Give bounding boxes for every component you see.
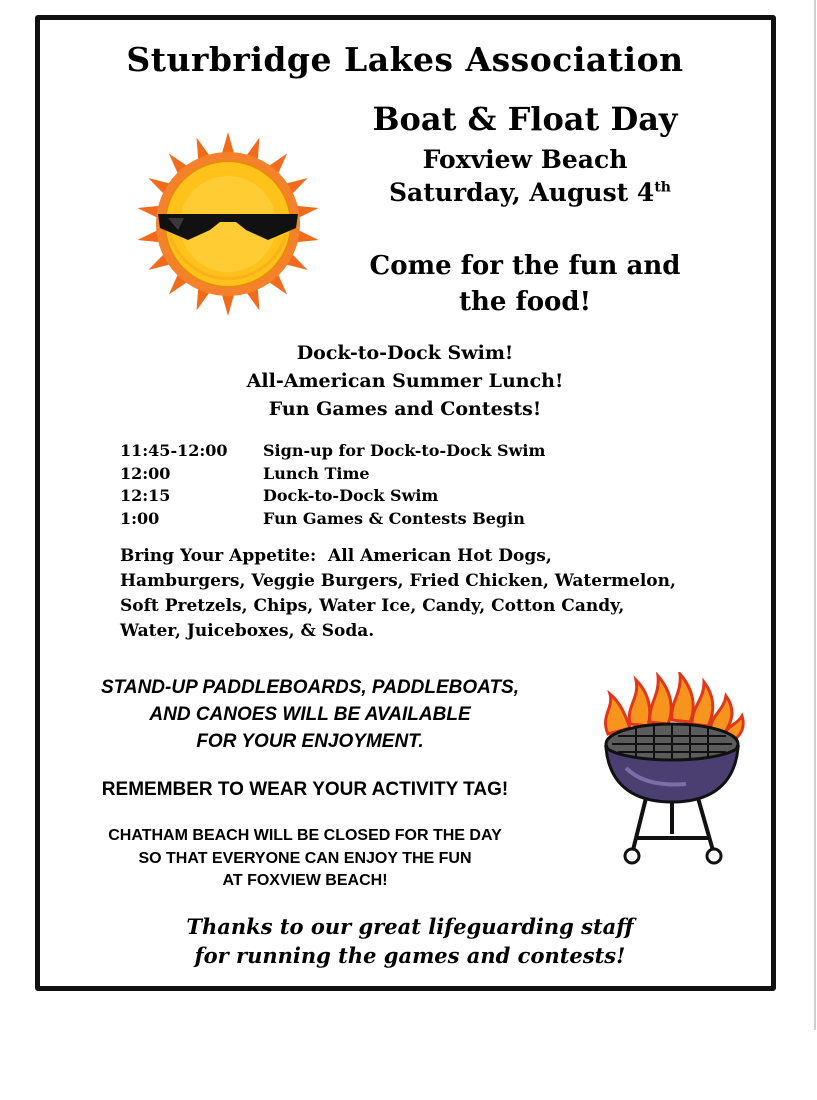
schedule-table xyxy=(120,440,545,530)
highlight-item: All-American Summer Lunch! xyxy=(246,370,564,392)
schedule-row xyxy=(120,508,545,531)
rentals-line: STAND-UP PADDLEBOARDS, PADDLEBOATS, xyxy=(101,677,519,698)
closure-line: SO THAT EVERYONE CAN ENJOY THE FUN xyxy=(138,849,472,867)
schedule-time: 12:00 xyxy=(120,463,171,483)
event-location: Foxview Beach xyxy=(422,145,628,174)
highlight-item: Dock-to-Dock Swim! xyxy=(296,342,514,364)
rentals-notice xyxy=(40,674,580,755)
event-date xyxy=(340,178,720,207)
rentals-line: FOR YOUR ENJOYMENT. xyxy=(196,731,424,752)
schedule-time: 12:15 xyxy=(120,486,171,505)
menu-line: Soft Pretzels, Chips, Water Ice, Candy, Cotton Candy, xyxy=(120,596,625,616)
schedule-row xyxy=(120,440,545,463)
flaming-grill-icon xyxy=(596,672,756,872)
event-date-suffix: th xyxy=(654,179,671,196)
org-title: Sturbridge Lakes Association xyxy=(126,40,684,79)
schedule-event: Sign-up for Dock-to-Dock Swim xyxy=(263,441,546,460)
schedule-row xyxy=(120,463,545,486)
schedule-time: 1:00 xyxy=(120,508,160,528)
sun-with-sunglasses-icon xyxy=(128,132,333,317)
event-title: Boat & Float Day xyxy=(372,100,678,138)
menu-line: Hamburgers, Veggie Burgers, Fried Chicken, Watermelon, xyxy=(120,571,676,591)
beach-closure-notice xyxy=(40,825,570,893)
highlight-item: Fun Games and Contests! xyxy=(268,398,542,420)
tagline-line: the food! xyxy=(459,287,591,317)
event-date-text: Saturday, August 4 xyxy=(389,178,655,207)
schedule-event: Fun Games & Contests Begin xyxy=(263,508,525,528)
page-edge xyxy=(814,0,816,1030)
thanks-line: Thanks to our great lifeguarding staff xyxy=(186,914,634,939)
schedule-time: 11:45-12:00 xyxy=(120,441,228,460)
thanks-line: for running the games and contests! xyxy=(194,943,626,968)
menu-line: Water, Juiceboxes, & Soda. xyxy=(120,621,375,641)
rentals-line: AND CANOES WILL BE AVAILABLE xyxy=(149,704,471,725)
menu-text xyxy=(120,544,770,644)
thanks-message xyxy=(100,912,720,970)
highlights-list xyxy=(130,339,680,423)
menu-line: Bring Your Appetite: All American Hot Dogs, xyxy=(120,546,552,566)
tagline-line: Come for the fun and xyxy=(369,251,681,281)
closure-line: CHATHAM BEACH WILL BE CLOSED FOR THE DAY xyxy=(108,827,502,844)
activity-tag-reminder: REMEMBER TO WEAR YOUR ACTIVITY TAG! xyxy=(101,779,509,800)
closure-line: AT FOXVIEW BEACH! xyxy=(222,872,388,889)
tagline xyxy=(340,248,710,320)
schedule-row xyxy=(120,485,545,508)
schedule-event: Lunch Time xyxy=(263,463,370,483)
schedule-event: Dock-to-Dock Swim xyxy=(263,486,439,505)
